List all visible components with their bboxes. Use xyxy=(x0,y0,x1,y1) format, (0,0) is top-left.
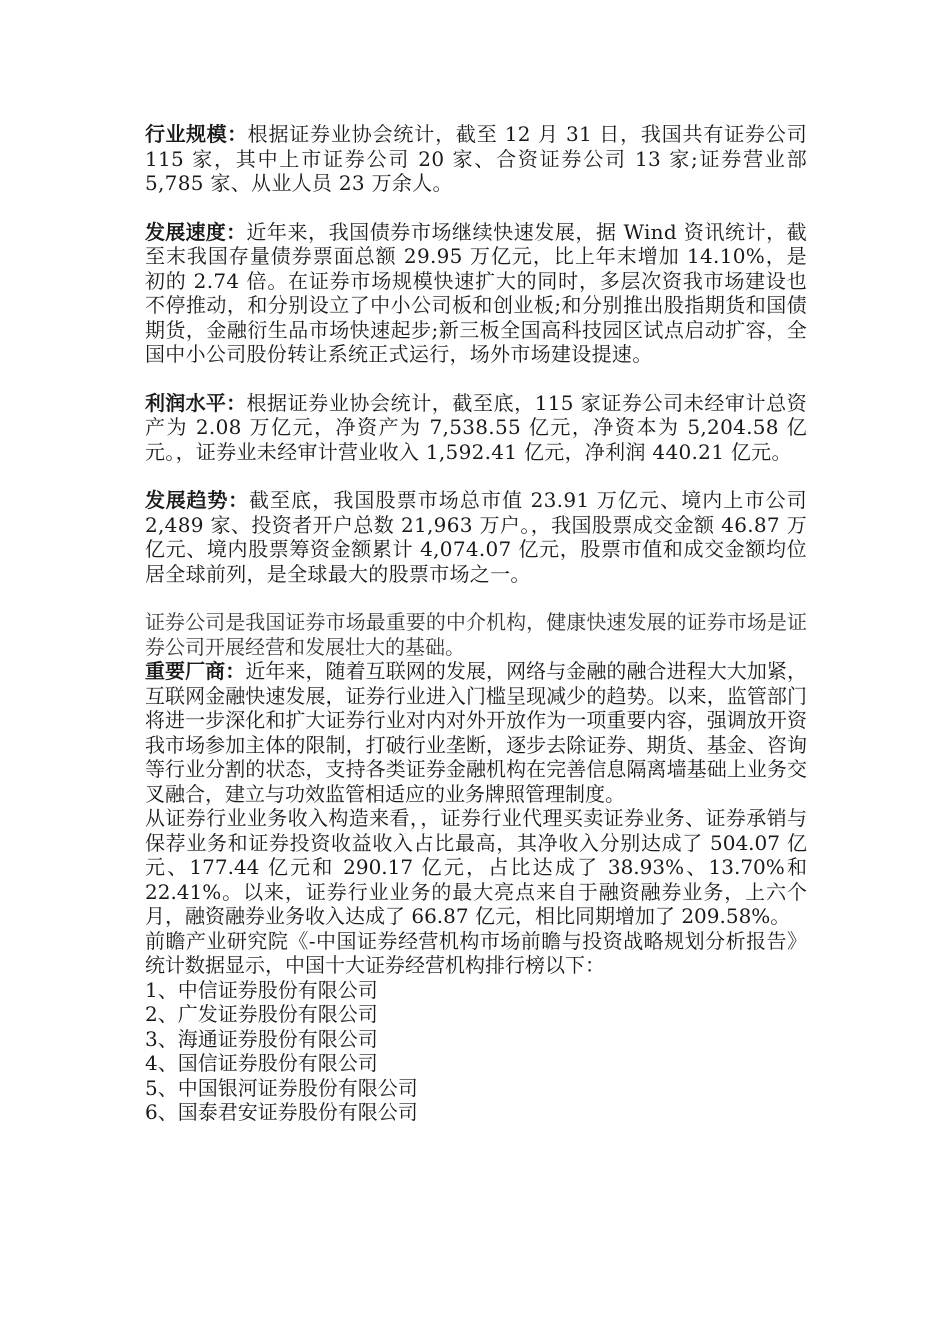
report-paragraph: 前瞻产业研究院《-中国证券经营机构市场前瞻与投资战略规划分析报告》统计数据显示，中国十大证券经营机构排行榜以下： xyxy=(145,928,807,977)
section-profit-level xyxy=(145,391,807,465)
list-item: 5、中国银河证券股份有限公司 xyxy=(145,1075,418,1100)
section-key-vendors xyxy=(145,659,807,806)
section-heading: 发展趋势： xyxy=(145,488,249,512)
intro-paragraph: 证券公司是我国证券市场最重要的中介机构，健康快速发展的证券市场是证券公司开展经营和发展壮大的基础。 xyxy=(145,610,807,659)
section-heading: 发展速度： xyxy=(145,219,247,244)
section-text: 截至底，我国股票市场总市值 23.91 万亿元、境内上市公司 2,489 家、投资者开户总数 21,963 万户。，我国股票成交金额 46.87 万亿元、境内股票筹资金额累计 4,074.07 亿元，股票市值和成交金额均位居全球前列，是全球最大的股票市场之一。 xyxy=(145,488,807,586)
list-item: 2、广发证券股份有限公司 xyxy=(145,1002,378,1026)
section-development-trend xyxy=(145,488,807,586)
section-text: 近年来，随着互联网的发展，网络与金融的融合进程大大加紧，互联网金融快速发展，证券行业进入门槛呈现减少的趋势。以来，监管部门将进一步深化和扩大证券行业对内对外开放作为一项重要内容，强调放开资我市场参加主体的限制，打破行业垄断，逐步去除证券、期货、基金、咨询等行业分割的状态，支持各类证券金融机构在完善信息隔离墙基础上业务交叉融合，建立与功效监管相适应的业务牌照管理制度。 xyxy=(145,659,807,806)
section-text: 近年来，我国债券市场继续快速发展，据 Wind 资讯统计，截至末我国存量债券票面总额 29.95 万亿元，比上年末增加 14.10%，是初的 2.74 倍。在证券市场规模快速扩大的同时，多层次资我市场建设也不停推动，和分别设立了中小公司板和创业板;和分别推出股指期货和国债期货，金融衍生品市场快速起步;新三板全国高科技园区试点启动扩容，全国中小公司股份转让系统正式运行，场外市场建设提速。 xyxy=(145,219,808,366)
ranking-list xyxy=(145,978,807,1125)
list-item: 3、海通证券股份有限公司 xyxy=(145,1026,378,1051)
revenue-paragraph: 从证券行业业务收入构造来看，，证券行业代理买卖证券业务、证券承销与保荐业务和证券投资收益收入占比最高，其净收入分别达成了 504.07 亿元、177.44 亿元和 290.17 亿元，占比达成了 38.93%、13.70%和 22.41%。以来，证券行业业务的最大亮点来自于融资融券业务，上六个月，融资融券业务收入达成了 66.87 亿元，相比同期增加了 209.58%。 xyxy=(145,806,807,928)
section-heading: 利润水平： xyxy=(145,390,247,415)
section-heading: 重要厂商： xyxy=(145,659,246,683)
section-development-speed xyxy=(145,220,807,367)
section-heading: 行业规模： xyxy=(145,122,248,146)
section-text: 根据证券业协会统计，截至底，115 家证券公司未经审计总资产为 2.08 万亿元，净资产为 7,538.55 亿元，净资本为 5,204.58 亿元。，证券业未经审计营业收入 1,592.41 亿元，净利润 440.21 亿元。 xyxy=(145,390,808,464)
list-item: 6、国泰君安证券股份有限公司 xyxy=(145,1100,418,1124)
list-item: 1、中信证券股份有限公司 xyxy=(145,977,378,1002)
section-text: 根据证券业协会统计，截至 12 月 31 日，我国共有证券公司 115 家，其中上市证券公司 20 家、合资证券公司 13 家;证券营业部 5,785 家、从业人员 23 万余人。 xyxy=(145,122,807,195)
list-item: 4、国信证券股份有限公司 xyxy=(145,1051,378,1075)
document-page xyxy=(145,122,807,1125)
section-industry-scale xyxy=(145,122,807,196)
